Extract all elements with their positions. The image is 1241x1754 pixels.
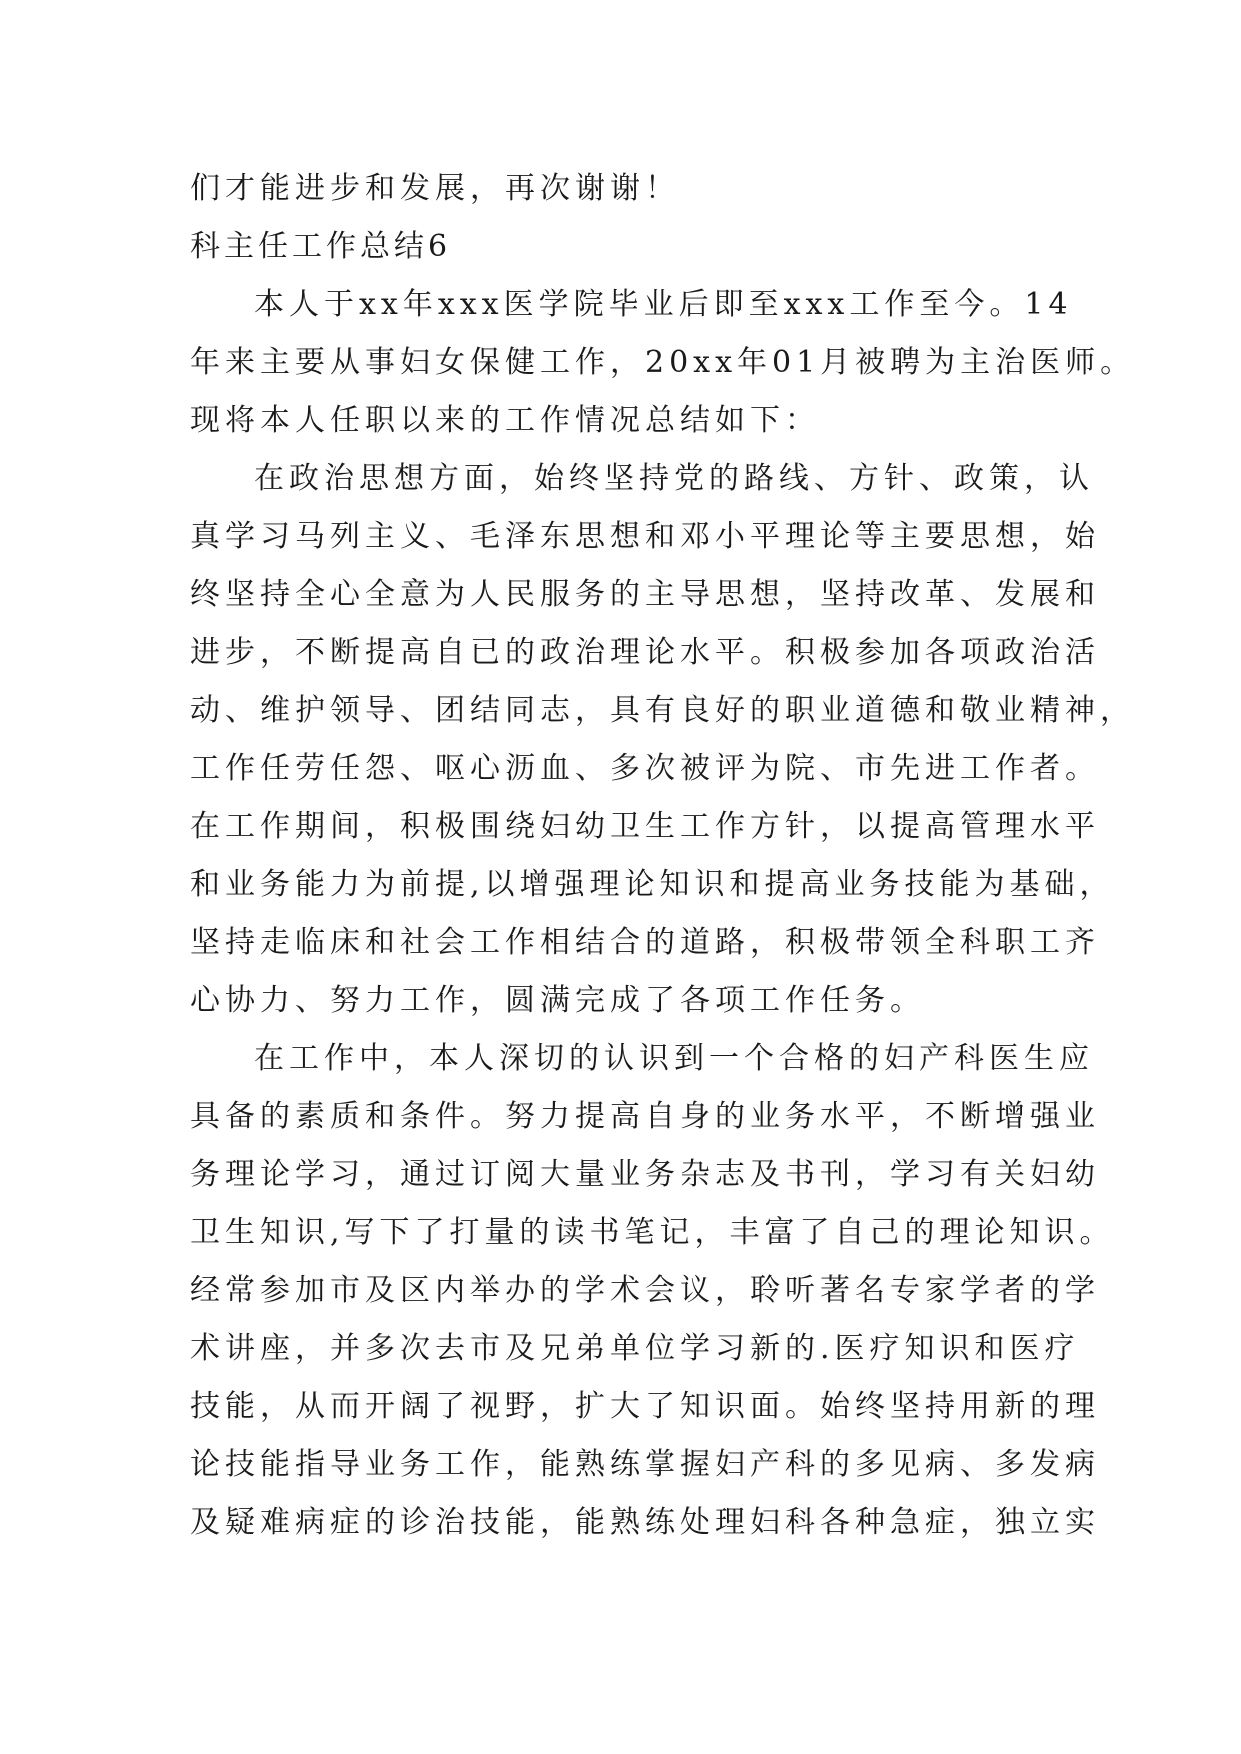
paragraph-3-line-4: 卫生知识,写下了打量的读书笔记，丰富了自己的理论知识。	[190, 1215, 1115, 1250]
paragraph-3-line-6: 术讲座，并多次去市及兄弟单位学习新的.医疗知识和医疗	[190, 1331, 1080, 1366]
document-body	[190, 160, 1136, 1552]
paragraph-3-line-8: 论技能指导业务工作，能熟练掌握妇产科的多见病、多发病	[190, 1447, 1100, 1482]
paragraph-1-line-1: 本人于xx年xxx医学院毕业后即至xxx工作至今。14	[254, 287, 1073, 322]
paragraph-1-line-3: 现将本人任职以来的工作情况总结如下：	[190, 403, 820, 438]
paragraph-1-line-2: 年来主要从事妇女保健工作，20xx年01月被聘为主治医师。	[190, 345, 1136, 380]
paragraph-2-line-1: 在政治思想方面，始终坚持党的路线、方针、政策，认	[254, 461, 1094, 496]
paragraph-2-line-4: 进步，不断提高自已的政治理论水平。积极参加各项政治活	[190, 635, 1100, 670]
paragraph-3-line-5: 经常参加市及区内举办的学术会议，聆听著名专家学者的学	[190, 1273, 1100, 1308]
paragraph-2-line-8: 和业务能力为前提,以增强理论知识和提高业务技能为基础，	[190, 867, 1115, 902]
paragraph-2-line-2: 真学习马列主义、毛泽东思想和邓小平理论等主要思想，始	[190, 519, 1100, 554]
paragraph-2-line-7: 在工作期间，积极围绕妇幼卫生工作方针，以提高管理水平	[190, 809, 1100, 844]
paragraph-2-line-9: 坚持走临床和社会工作相结合的道路，积极带领全科职工齐	[190, 925, 1100, 960]
paragraph-3-line-1: 在工作中，本人深切的认识到一个合格的妇产科医生应	[254, 1041, 1094, 1076]
paragraph-2-line-5: 动、维护领导、团结同志，具有良好的职业道德和敬业精神，	[190, 693, 1135, 728]
text-line-1: 们才能进步和发展，再次谢谢！	[190, 171, 680, 206]
paragraph-2-line-3: 终坚持全心全意为人民服务的主导思想，坚持改革、发展和	[190, 577, 1100, 612]
paragraph-2-line-6: 工作任劳任怨、呕心沥血、多次被评为院、市先进工作者。	[190, 751, 1100, 786]
paragraph-3-line-9: 及疑难病症的诊治技能，能熟练处理妇科各种急症，独立实	[190, 1505, 1100, 1540]
paragraph-3-line-7: 技能，从而开阔了视野，扩大了知识面。始终坚持用新的理	[190, 1389, 1100, 1424]
paragraph-3-line-3: 务理论学习，通过订阅大量业务杂志及书刊，学习有关妇幼	[190, 1157, 1100, 1192]
paragraph-2-line-10: 心协力、努力工作，圆满完成了各项工作任务。	[190, 983, 925, 1018]
paragraph-3-line-2: 具备的素质和条件。努力提高自身的业务水平，不断增强业	[190, 1099, 1100, 1134]
section-heading: 科主任工作总结6	[190, 229, 452, 264]
